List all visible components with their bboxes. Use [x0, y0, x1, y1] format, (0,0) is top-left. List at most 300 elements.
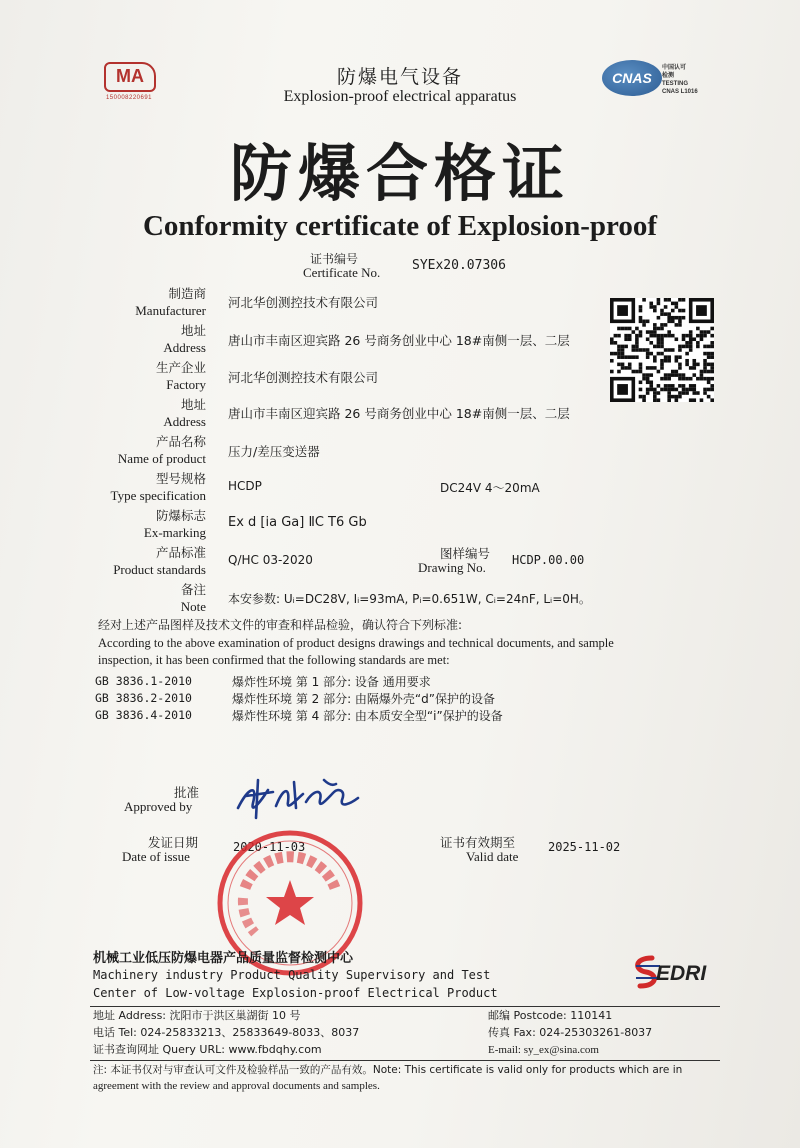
qr-module [635, 327, 639, 331]
note-label [26, 581, 206, 615]
cnas-line: 检测 [662, 73, 675, 79]
qr-module [639, 370, 643, 374]
qr-module [667, 373, 671, 377]
qr-module [617, 352, 621, 356]
qr-module [646, 366, 650, 370]
qr-module [614, 352, 618, 356]
qr-module [646, 330, 650, 334]
qr-module [710, 327, 714, 331]
qr-module [646, 391, 650, 395]
valid-cn: 证书有效期至 [440, 835, 516, 850]
qr-module [657, 370, 661, 374]
qr-module [653, 327, 657, 331]
qr-module [700, 377, 704, 381]
type-spec-value: DC24V 4～20mA [440, 481, 540, 495]
qr-module [649, 352, 653, 356]
qr-module [635, 355, 639, 359]
qr-module [664, 305, 668, 309]
qr-module [639, 316, 643, 320]
qr-module [682, 337, 686, 341]
label-cn: 产品标准 [155, 545, 206, 560]
label-en: Type specification [110, 488, 206, 503]
qr-module [703, 334, 707, 338]
qr-module [653, 398, 657, 402]
qr-module [617, 305, 628, 316]
qr-module [617, 355, 621, 359]
product-value: 压力/差压变送器 [228, 444, 320, 459]
issue-value: 2020-11-03 [233, 840, 306, 854]
qr-module [685, 388, 689, 392]
qr-module [660, 388, 664, 392]
qr-module [632, 348, 636, 352]
signature [228, 768, 388, 828]
qr-module [671, 384, 675, 388]
footer-postcode: 邮编 Postcode: 110141 [488, 1009, 613, 1022]
qr-module [671, 370, 675, 374]
qr-module [710, 334, 714, 338]
issue-en: Date of issue [122, 849, 190, 864]
qr-module [689, 398, 693, 402]
qr-module [671, 320, 675, 324]
qr-module [707, 380, 711, 384]
qr-module [649, 330, 653, 334]
qr-module [667, 298, 671, 302]
qr-module [667, 384, 671, 388]
qr-module [649, 380, 653, 384]
qr-module [696, 363, 700, 367]
qr-module [667, 391, 671, 395]
qr-module [639, 363, 643, 367]
qr-module [696, 305, 707, 316]
qr-module [675, 316, 679, 320]
qr-module [624, 334, 628, 338]
qr-module [685, 377, 689, 381]
manufacturer-value: 河北华创测控技术有限公司 [228, 295, 379, 310]
standards-value: Q/HC 03-2020 [228, 553, 313, 567]
qr-module [707, 355, 711, 359]
standard-desc: 爆炸性环境 第 4 部分: 由本质安全型“i”保护的设备 [232, 709, 503, 723]
qr-module [707, 395, 711, 399]
drawing-label-en: Drawing No. [418, 560, 486, 575]
qr-module [667, 312, 671, 316]
qr-module [617, 384, 628, 395]
cma-number: 150008220691 [105, 95, 153, 101]
label-cn: 地址 [180, 397, 206, 412]
qr-module [703, 359, 707, 363]
qr-module [628, 334, 632, 338]
qr-module [657, 384, 661, 388]
footer-note-1: 注: 本证书仅对与审查认可文件及检验样品一致的产品有效。Note: This certificate is valid only for products which are in [93, 1064, 683, 1076]
category-cn: 防爆电气设备 [336, 66, 463, 88]
qr-module [639, 305, 643, 309]
qr-module [703, 377, 707, 381]
qr-module [660, 323, 664, 327]
qr-module [678, 345, 682, 349]
qr-module [678, 366, 682, 370]
cnas-line: 中国认可 [662, 65, 687, 71]
qr-module [649, 305, 653, 309]
qr-module [653, 330, 657, 334]
qr-module [660, 337, 664, 341]
qr-module [703, 391, 707, 395]
qr-module [707, 345, 711, 349]
qr-module [675, 359, 679, 363]
approved-en: Approved by [124, 799, 193, 814]
qr-module [692, 398, 696, 402]
qr-module [657, 327, 661, 331]
qr-module [710, 366, 714, 370]
qr-module [710, 370, 714, 374]
qr-module [660, 309, 664, 313]
qr-module [635, 348, 639, 352]
qr-module [621, 345, 625, 349]
qr-module [682, 316, 686, 320]
qr-module [628, 327, 632, 331]
qr-module [624, 327, 628, 331]
qr-module [678, 373, 682, 377]
cma-logo: MA [104, 62, 156, 92]
qr-module [617, 370, 621, 374]
sedri-logo [632, 952, 728, 992]
qr-module [689, 337, 693, 341]
qr-module [692, 373, 696, 377]
qr-code-graphic [610, 298, 714, 402]
qr-module [649, 388, 653, 392]
qr-module [639, 395, 643, 399]
qr-module [678, 391, 682, 395]
qr-module [678, 348, 682, 352]
qr-module [617, 334, 621, 338]
qr-module [610, 352, 614, 356]
exmark-label [26, 507, 206, 541]
qr-module [657, 391, 661, 395]
qr-module [646, 373, 650, 377]
qr-module [678, 309, 682, 313]
qr-module [657, 316, 661, 320]
qr-module [678, 377, 682, 381]
qr-module [664, 348, 668, 352]
qr-module [675, 373, 679, 377]
label-en: Address [163, 340, 206, 355]
qr-module [664, 388, 668, 392]
qr-module [646, 377, 650, 381]
qr-module [614, 334, 618, 338]
qr-module [660, 341, 664, 345]
footer-note-2: agreement with the review and approval documents and samples. [93, 1080, 380, 1092]
qr-module [667, 320, 671, 324]
qr-module [671, 316, 675, 320]
factory-value: 河北华创测控技术有限公司 [228, 370, 379, 385]
qr-module [657, 352, 661, 356]
qr-module [682, 298, 686, 302]
qr-module [678, 298, 682, 302]
qr-module [678, 363, 682, 367]
qr-module [653, 359, 657, 363]
qr-module [692, 388, 696, 392]
qr-module [678, 323, 682, 327]
qr-module [660, 345, 664, 349]
qr-module [617, 327, 621, 331]
qr-module [621, 366, 625, 370]
qr-module [635, 334, 639, 338]
qr-module [685, 345, 689, 349]
address1-label [26, 322, 206, 356]
qr-module [707, 377, 711, 381]
approved-cn: 批准 [174, 785, 200, 800]
qr-module [707, 352, 711, 356]
qr-module [660, 352, 664, 356]
qr-module [639, 330, 643, 334]
label-en: Address [163, 414, 206, 429]
label-cn: 制造商 [168, 286, 206, 301]
label-en: Manufacturer [135, 303, 206, 318]
qr-module [649, 302, 653, 306]
qr-module [696, 341, 700, 345]
certno-label-en: Certificate No. [303, 265, 381, 280]
qr-module [628, 363, 632, 367]
qr-module [617, 348, 621, 352]
qr-module [639, 380, 643, 384]
qr-module [675, 302, 679, 306]
standard-code: GB 3836.1-2010 [95, 674, 192, 688]
label-cn: 备注 [180, 582, 206, 597]
qr-module [710, 345, 714, 349]
qr-code [610, 298, 714, 402]
qr-module [710, 398, 714, 402]
qr-module [653, 305, 657, 309]
qr-module [628, 337, 632, 341]
qr-module [628, 355, 632, 359]
qr-module [639, 388, 643, 392]
qr-module [675, 395, 679, 399]
qr-module [696, 391, 700, 395]
footer-tel: 电话 Tel: 024-25833213、25833649-8033、8037 [93, 1026, 360, 1039]
qr-module [632, 370, 636, 374]
label-cn: 产品名称 [155, 434, 206, 449]
qr-module [632, 330, 636, 334]
note-value: 本安参数: Uᵢ=DC28V, Iᵢ=93mA, Pᵢ=0.651W, Cᵢ=24nF, Lᵢ=0H。 [228, 592, 591, 606]
qr-module [685, 352, 689, 356]
qr-module [671, 373, 675, 377]
type-label [26, 470, 206, 504]
qr-module [610, 341, 614, 345]
qr-module [646, 380, 650, 384]
issuer-name-en-2: Center of Low-voltage Explosion-proof Electrical Product [93, 986, 498, 1000]
drawing-value: HCDP.00.00 [512, 553, 585, 567]
qr-module [667, 388, 671, 392]
label-cn: 防爆标志 [155, 508, 206, 523]
qr-module [689, 366, 693, 370]
qr-module [685, 363, 689, 367]
qr-module [621, 327, 625, 331]
qr-module [621, 355, 625, 359]
qr-module [689, 388, 693, 392]
qr-module [646, 348, 650, 352]
qr-module [653, 366, 657, 370]
qr-module [660, 312, 664, 316]
issuer-name-en-1: Machinery industry Product Quality Supervisory and Test [93, 968, 491, 982]
qr-module [664, 298, 668, 302]
qr-module [675, 355, 679, 359]
valid-en: Valid date [466, 849, 519, 864]
qr-module [635, 370, 639, 374]
qr-module [657, 334, 661, 338]
qr-module [660, 363, 664, 367]
qr-module [678, 395, 682, 399]
qr-module [642, 395, 646, 399]
qr-module [610, 337, 614, 341]
qr-module [649, 373, 653, 377]
qr-module [667, 398, 671, 402]
qr-module [624, 355, 628, 359]
qr-module [707, 388, 711, 392]
qr-module [657, 341, 661, 345]
label-cn: 生产企业 [155, 360, 206, 375]
qr-module [678, 320, 682, 324]
qr-module [621, 352, 625, 356]
qr-module [700, 398, 704, 402]
issue-cn: 发证日期 [148, 835, 199, 850]
qr-module [621, 348, 625, 352]
qr-module [692, 391, 696, 395]
qr-module [635, 341, 639, 345]
qr-module [667, 377, 671, 381]
qr-module [649, 341, 653, 345]
qr-module [707, 330, 711, 334]
qr-module [635, 337, 639, 341]
qr-module [649, 366, 653, 370]
qr-module [682, 377, 686, 381]
qr-module [689, 334, 693, 338]
qr-module [703, 330, 707, 334]
qr-module [675, 305, 679, 309]
cnas-line: CNAS L1016 [662, 89, 698, 95]
qr-module [621, 363, 625, 367]
statement-cn: 经对上述产品图样及技术文件的审查和样品检验，确认符合下列标准: [98, 618, 463, 632]
qr-module [667, 355, 671, 359]
qr-module [700, 334, 704, 338]
standard-code: GB 3836.2-2010 [95, 691, 192, 705]
qr-module [685, 359, 689, 363]
qr-module [653, 391, 657, 395]
qr-module [682, 309, 686, 313]
qr-module [657, 298, 661, 302]
qr-module [657, 398, 661, 402]
category-en: Explosion-proof electrical apparatus [283, 88, 517, 105]
qr-module [664, 312, 668, 316]
label-cn: 型号规格 [155, 471, 206, 486]
qr-module [632, 345, 636, 349]
qr-module [657, 337, 661, 341]
qr-module [646, 388, 650, 392]
qr-module [667, 330, 671, 334]
qr-module [642, 348, 646, 352]
title-en: Conformity certificate of Explosion-proof [142, 210, 658, 242]
qr-module [664, 373, 668, 377]
standard-code: GB 3836.4-2010 [95, 708, 192, 722]
qr-module [642, 298, 646, 302]
qr-module [689, 330, 693, 334]
qr-module [653, 309, 657, 313]
qr-module [696, 327, 700, 331]
qr-module [639, 309, 643, 313]
qr-module [675, 398, 679, 402]
qr-module [664, 377, 668, 381]
qr-module [692, 363, 696, 367]
qr-module [689, 348, 693, 352]
qr-module [682, 334, 686, 338]
statement-en-2: inspection, it has been confirmed that the following standards are met: [98, 653, 450, 667]
address2-label [26, 396, 206, 430]
label-en: Name of product [117, 451, 206, 466]
qr-module [660, 327, 664, 331]
qr-module [700, 330, 704, 334]
qr-module [660, 366, 664, 370]
qr-module [667, 359, 671, 363]
qr-module [639, 366, 643, 370]
qr-module [642, 323, 646, 327]
qr-module [700, 337, 704, 341]
qr-module [632, 355, 636, 359]
qr-module [710, 377, 714, 381]
qr-module [671, 334, 675, 338]
exmark-value: Ex d [ia Ga] ⅡC T6 Gb [228, 515, 367, 530]
qr-module [689, 345, 693, 349]
qr-module [707, 363, 711, 367]
qr-module [682, 345, 686, 349]
qr-module [682, 373, 686, 377]
qr-module [614, 341, 618, 345]
qr-module [664, 334, 668, 338]
address1-value: 唐山市丰南区迎宾路 26 号商务创业中心 18#南侧一层、二层 [228, 333, 570, 348]
certno-value: SYEx20.07306 [412, 258, 506, 273]
footer-url: 证书查询网址 Query URL: www.fbdqhy.com [93, 1043, 322, 1056]
qr-module [675, 323, 679, 327]
qr-module [675, 388, 679, 392]
qr-module [703, 366, 707, 370]
qr-module [624, 366, 628, 370]
qr-module [703, 363, 707, 367]
qr-module [696, 345, 700, 349]
certno-label-cn: 证书编号 [310, 252, 359, 266]
standards-label [26, 544, 206, 578]
qr-module [660, 377, 664, 381]
qr-module [710, 388, 714, 392]
qr-module [639, 320, 643, 324]
qr-module [675, 370, 679, 374]
factory-label [26, 359, 206, 393]
label-cn: 地址 [180, 323, 206, 338]
qr-module [624, 337, 628, 341]
qr-module [703, 388, 707, 392]
qr-module [653, 345, 657, 349]
qr-module [707, 370, 711, 374]
qr-module [667, 334, 671, 338]
qr-module [710, 355, 714, 359]
qr-module [642, 377, 646, 381]
footer-email: E-mail: sy_ex@sina.com [488, 1044, 599, 1056]
issuer-name-cn: 机械工业低压防爆电器产品质量监督检测中心 [93, 951, 354, 966]
cnas-logo: CNAS [602, 60, 662, 96]
footer-bottom-rule [90, 1060, 720, 1061]
qr-module [692, 384, 696, 388]
qr-module [689, 377, 693, 381]
qr-module [685, 391, 689, 395]
qr-module [639, 348, 643, 352]
qr-module [696, 334, 700, 338]
standard-desc: 爆炸性环境 第 2 部分: 由隔爆外壳“d”保护的设备 [232, 692, 495, 706]
qr-module [617, 363, 621, 367]
